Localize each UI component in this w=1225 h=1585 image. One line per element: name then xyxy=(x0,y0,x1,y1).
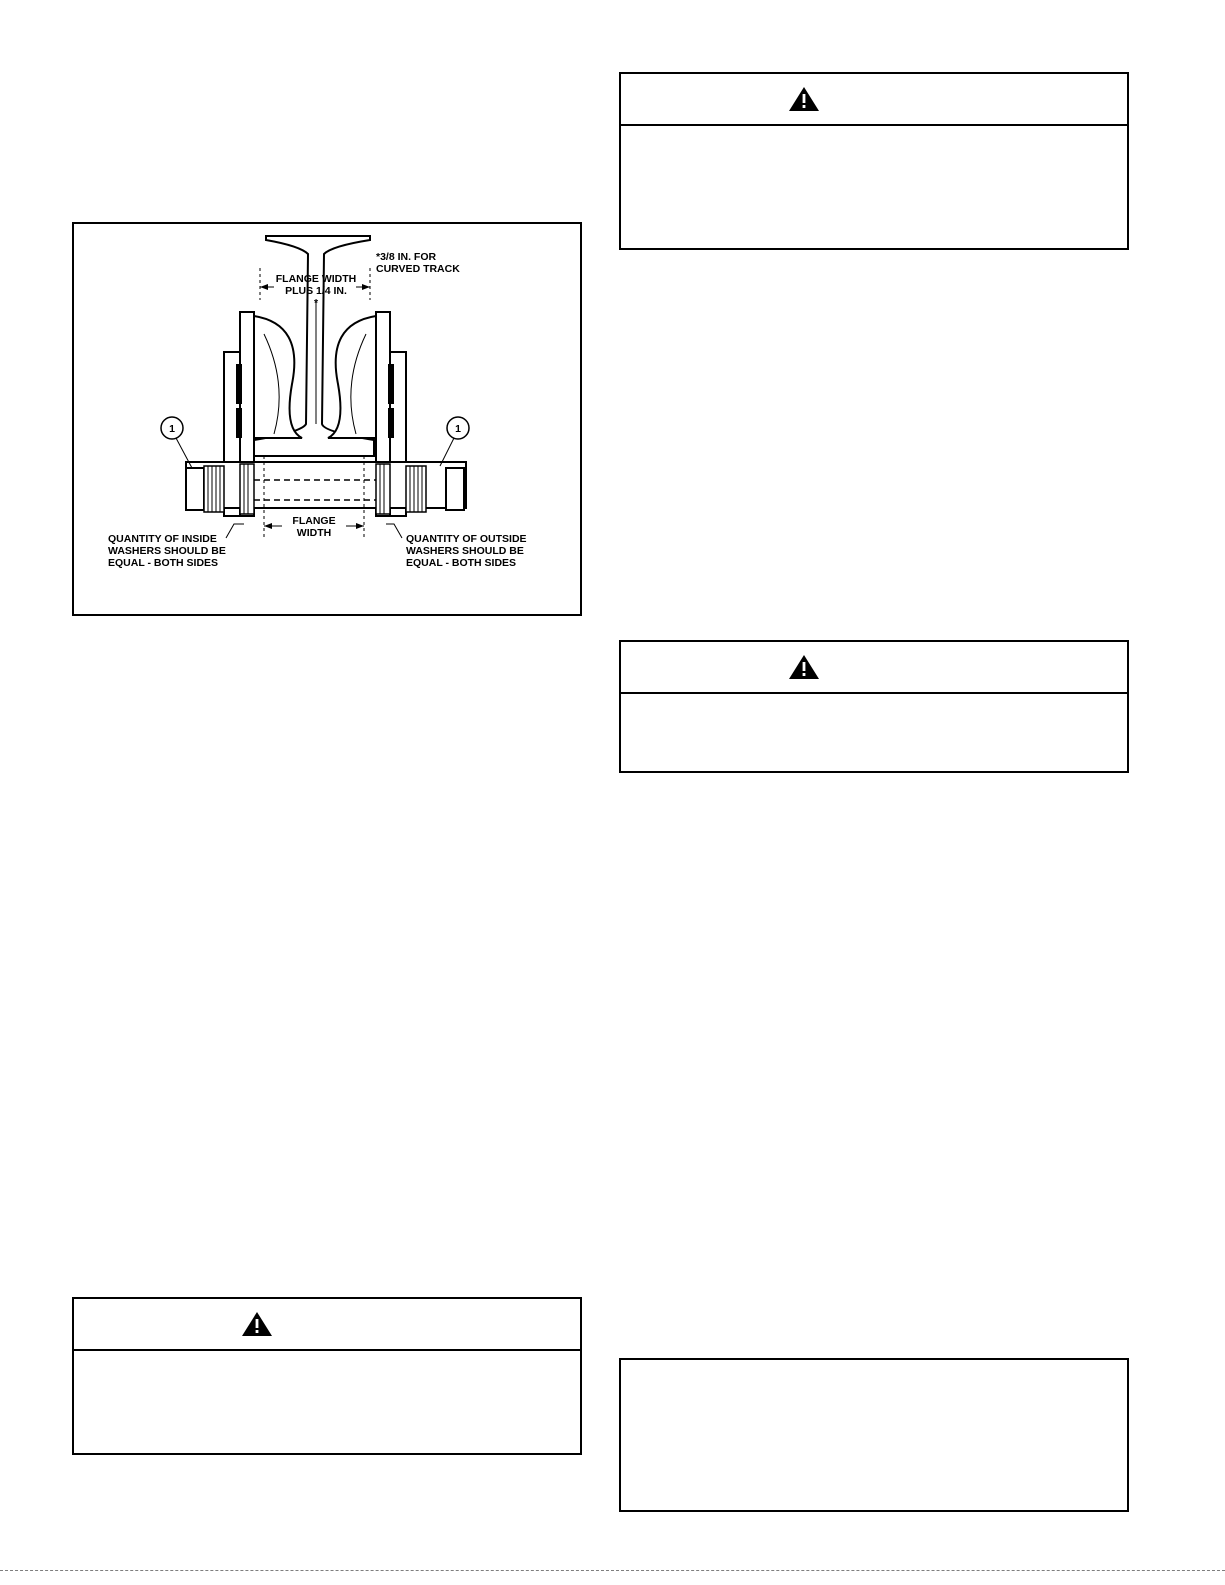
flange-plus-line2: PLUS 1/4 IN. xyxy=(285,285,347,297)
note-curved-line1: *3/8 IN. FOR xyxy=(376,251,437,263)
flange-width-line2: WIDTH xyxy=(296,527,332,539)
warning-header-3 xyxy=(74,1299,580,1351)
figure-trolley-spacing xyxy=(72,222,582,616)
note-box xyxy=(619,1358,1129,1512)
asterisk-mark: * xyxy=(313,297,319,309)
warning-triangle-icon xyxy=(241,1311,273,1337)
inside-washers-line1: QUANTITY OF INSIDE xyxy=(108,533,217,545)
inside-washers-line2: WASHERS SHOULD BE xyxy=(108,545,226,557)
flange-plus-line1: FLANGE WIDTH xyxy=(275,273,357,285)
callout-left-number: 1 xyxy=(169,423,175,435)
outside-washers-line3: EQUAL - BOTH SIDES xyxy=(406,557,517,569)
page-bottom-rule xyxy=(0,1570,1225,1571)
warning-triangle-icon xyxy=(788,654,820,680)
inside-washers-line3: EQUAL - BOTH SIDES xyxy=(108,557,219,569)
left-nut-washers xyxy=(186,464,254,514)
right-nut-washers xyxy=(376,464,464,514)
warning-header-2 xyxy=(621,642,1127,694)
outside-washers-line2: WASHERS SHOULD BE xyxy=(406,545,524,557)
warning-header-1 xyxy=(621,74,1127,126)
trolley-diagram xyxy=(74,224,580,614)
warning-box-3 xyxy=(72,1297,582,1455)
warning-triangle-icon xyxy=(788,86,820,112)
flange-width-line1: FLANGE xyxy=(292,515,336,527)
note-curved-line2: CURVED TRACK xyxy=(376,263,460,275)
warning-box-2 xyxy=(619,640,1129,773)
outside-washers-line1: QUANTITY OF OUTSIDE xyxy=(406,533,527,545)
callout-right-number: 1 xyxy=(455,423,461,435)
warning-box-1 xyxy=(619,72,1129,250)
